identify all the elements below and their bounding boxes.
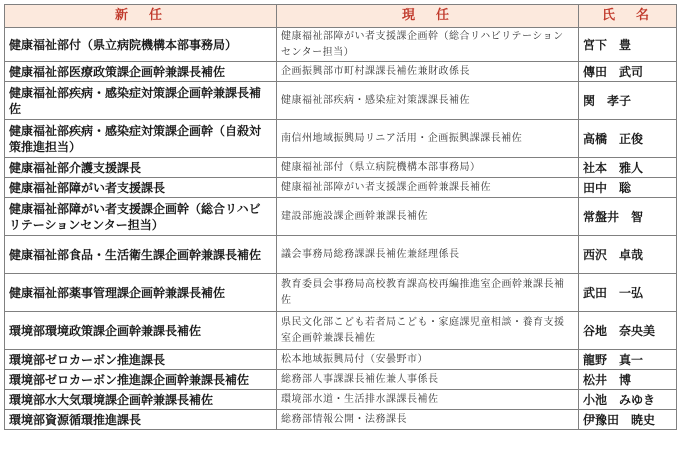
person-name-cell: 高橋 正俊 (579, 120, 677, 158)
current-post-cell: 健康福祉部障がい者支援課企画幹兼課長補佐 (277, 178, 579, 198)
header-new-post: 新 任 (5, 5, 277, 28)
new-post-cell: 健康福祉部付（県立病院機構本部事務局） (5, 28, 277, 62)
current-post-cell: 南信州地域振興局リニア活用・企画振興課課長補佐 (277, 120, 579, 158)
new-post-cell: 環境部環境政策課企画幹兼課長補佐 (5, 312, 277, 350)
table-row (5, 350, 677, 370)
current-post-cell: 健康福祉部障がい者支援課企画幹（総合リハビリテーションセンター担当） (277, 28, 579, 62)
new-post-cell: 健康福祉部薬事管理課企画幹兼課長補佐 (5, 274, 277, 312)
header-row (5, 5, 677, 28)
header-name: 氏 名 (579, 5, 677, 28)
person-name-cell: 龍野 真一 (579, 350, 677, 370)
current-post-cell: 企画振興部市町村課課長補佐兼財政係長 (277, 62, 579, 82)
new-post-cell: 健康福祉部介護支援課長 (5, 158, 277, 178)
table-row (5, 274, 677, 312)
table-row (5, 120, 677, 158)
current-post-cell: 松本地域振興局付（安曇野市） (277, 350, 579, 370)
table-row (5, 390, 677, 410)
person-name-cell: 宮下 豊 (579, 28, 677, 62)
table-row (5, 28, 677, 62)
person-name-cell: 小池 みゆき (579, 390, 677, 410)
table-row (5, 178, 677, 198)
person-name-cell: 関 孝子 (579, 82, 677, 120)
new-post-cell: 環境部資源循環推進課長 (5, 410, 277, 430)
person-name-cell: 常盤井 智 (579, 198, 677, 236)
current-post-cell: 環境部水道・生活排水課課長補佐 (277, 390, 579, 410)
current-post-cell: 教育委員会事務局高校教育課高校再編推進室企画幹兼課長補佐 (277, 274, 579, 312)
person-name-cell: 西沢 卓哉 (579, 236, 677, 274)
person-name-cell: 武田 一弘 (579, 274, 677, 312)
new-post-cell: 健康福祉部障がい者支援課長 (5, 178, 277, 198)
table-row (5, 312, 677, 350)
current-post-cell: 健康福祉部付（県立病院機構本部事務局） (277, 158, 579, 178)
new-post-cell: 健康福祉部疾病・感染症対策課企画幹兼課長補佐 (5, 82, 277, 120)
person-name-cell: 社本 雅人 (579, 158, 677, 178)
person-name-cell: 伊豫田 暁史 (579, 410, 677, 430)
person-name-cell: 谷地 奈央美 (579, 312, 677, 350)
person-name-cell: 松井 博 (579, 370, 677, 390)
person-name-cell: 田中 聡 (579, 178, 677, 198)
person-name-cell: 傳田 武司 (579, 62, 677, 82)
table-row (5, 410, 677, 430)
table-row (5, 236, 677, 274)
new-post-cell: 健康福祉部食品・生活衛生課企画幹兼課長補佐 (5, 236, 277, 274)
current-post-cell: 総務部情報公開・法務課長 (277, 410, 579, 430)
current-post-cell: 総務部人事課課長補佐兼人事係長 (277, 370, 579, 390)
new-post-cell: 健康福祉部疾病・感染症対策課企画幹（自殺対策推進担当） (5, 120, 277, 158)
table-row (5, 158, 677, 178)
new-post-cell: 環境部水大気環境課企画幹兼課長補佐 (5, 390, 277, 410)
new-post-cell: 環境部ゼロカーボン推進課長 (5, 350, 277, 370)
header-current-post: 現 任 (277, 5, 579, 28)
table-row (5, 82, 677, 120)
new-post-cell: 環境部ゼロカーボン推進課企画幹兼課長補佐 (5, 370, 277, 390)
table-row (5, 62, 677, 82)
current-post-cell: 建設部施設課企画幹兼課長補佐 (277, 198, 579, 236)
personnel-table (4, 4, 677, 430)
table-row (5, 370, 677, 390)
current-post-cell: 健康福祉部疾病・感染症対策課課長補佐 (277, 82, 579, 120)
new-post-cell: 健康福祉部障がい者支援課企画幹（総合リハビリテーションセンター担当） (5, 198, 277, 236)
new-post-cell: 健康福祉部医療政策課企画幹兼課長補佐 (5, 62, 277, 82)
table-row (5, 198, 677, 236)
current-post-cell: 議会事務局総務課課長補佐兼経理係長 (277, 236, 579, 274)
current-post-cell: 県民文化部こども若者局こども・家庭課児童相談・養育支援室企画幹兼課長補佐 (277, 312, 579, 350)
